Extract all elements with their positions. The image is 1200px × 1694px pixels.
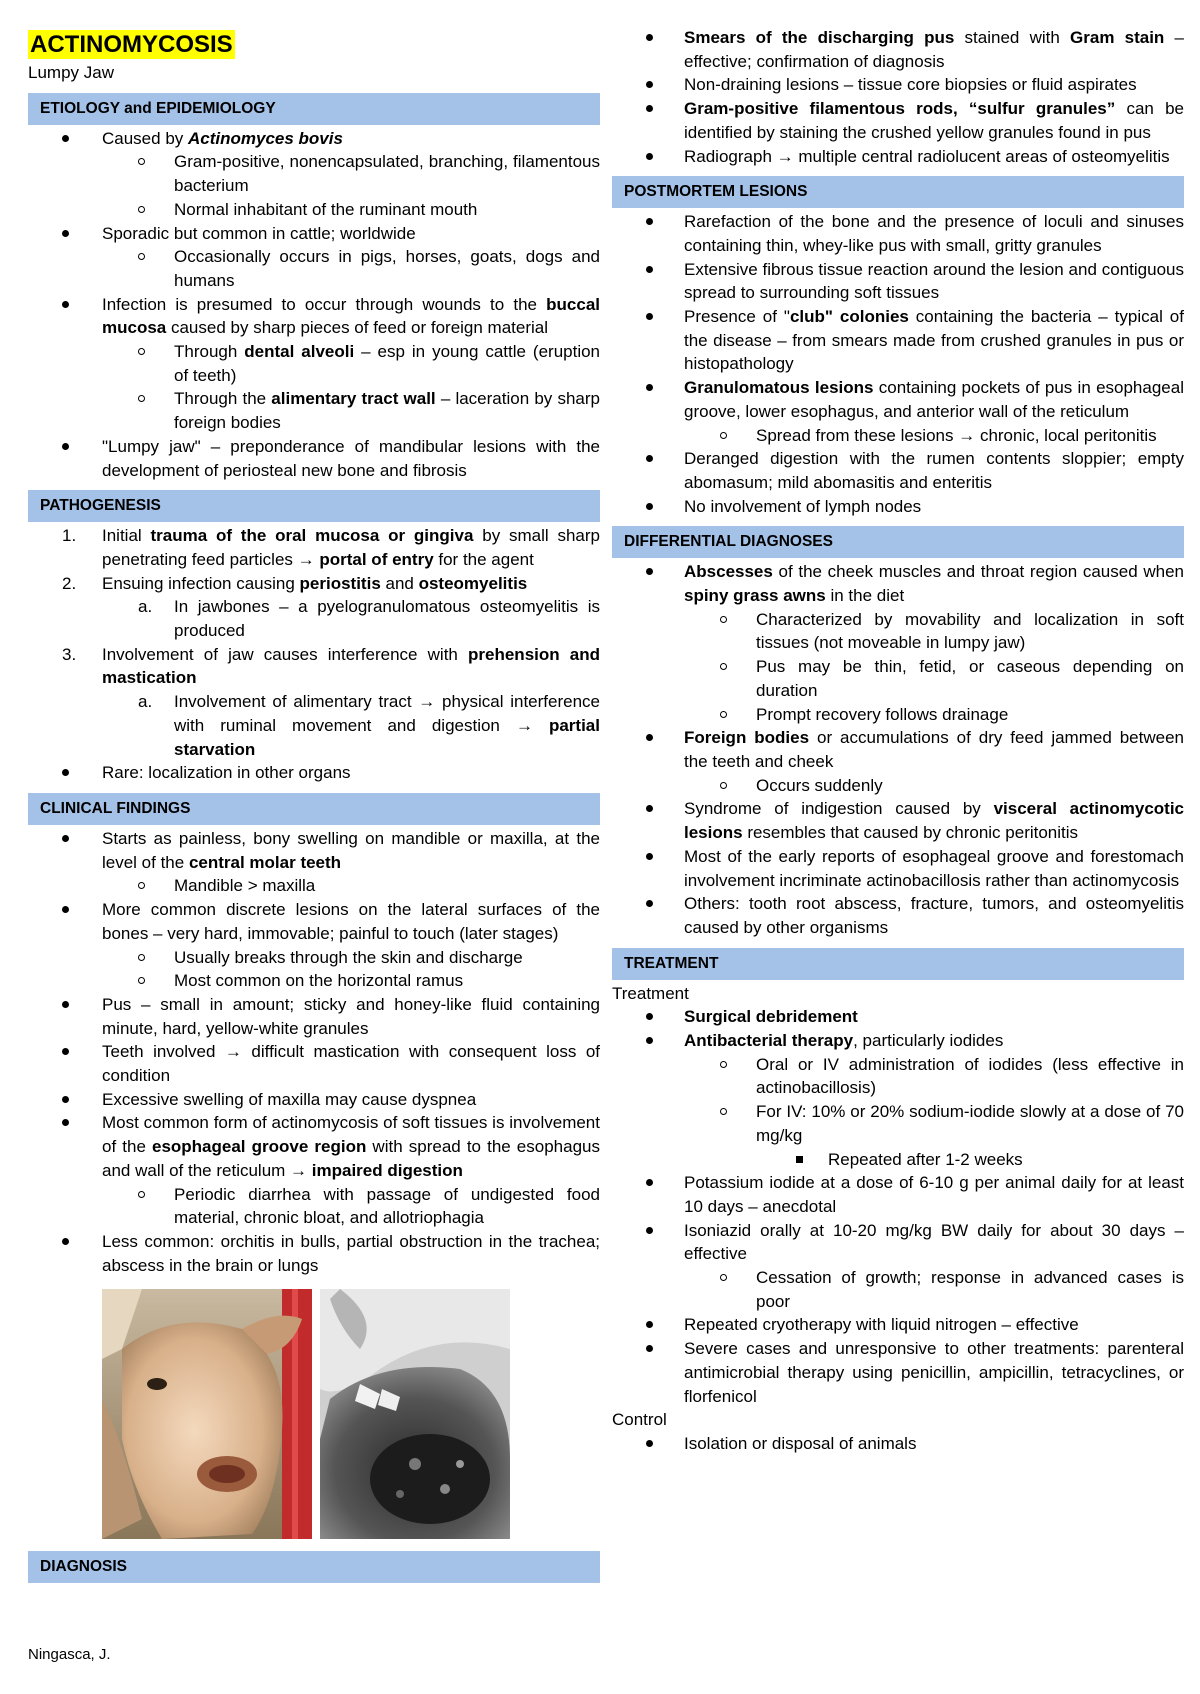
list-item: 2. Ensuing infection causing periostitis and osteomyelitis: [62, 573, 528, 593]
list-item: Pus – small in amount; sticky and honey-like fluid containing minute, hard, yellow-white granules: [28, 993, 600, 1040]
control-label: Control: [612, 1410, 667, 1430]
list-item: Granulomatous lesions containing pockets of pus in esophageal groove, lower esophagus, and anterior wall of the reticulum: [612, 376, 1184, 423]
list-item: Most of the early reports of esophageal groove and forestomach involvement incriminate actinobacillosis rather than actinomycosis: [612, 845, 1184, 892]
list-item: Oral or IV administration of iodides (less effective in actinobacillosis): [612, 1053, 1184, 1100]
list-item: Prompt recovery follows drainage: [612, 703, 1184, 727]
list-item: 1. Initial trauma of the oral mucosa or gingiva by small sharp penetrating feed particles → portal of entry for the agent: [62, 526, 600, 569]
list-item: Usually breaks through the skin and discharge: [28, 946, 600, 970]
list-item: a. Involvement of alimentary tract → physical interference with ruminal movement and digestion → partial starvation: [138, 692, 600, 759]
list-item: Infection is presumed to occur through wounds to the buccal mucosa caused by sharp pieces of feed or foreign material: [28, 293, 600, 340]
right-column: [612, 26, 1184, 1456]
list-item: 3. Involvement of jaw causes interference with prehension and mastication: [62, 644, 600, 688]
section-treatment: [612, 948, 1184, 1456]
section-differential: [612, 526, 1184, 939]
section-header: TREATMENT: [612, 948, 1184, 980]
list-item: Isoniazid orally at 10-20 mg/kg BW daily for about 30 days – effective: [612, 1219, 1184, 1266]
list-item: Extensive fibrous tissue reaction around the lesion and contiguous spread to surrounding soft tissues: [612, 258, 1184, 305]
section-header: POSTMORTEM LESIONS: [612, 176, 1184, 208]
list-item: Periodic diarrhea with passage of undigested food material, chronic bloat, and allotriophagia: [28, 1183, 600, 1230]
list-item: Teeth involved → difficult mastication with consequent loss of condition: [28, 1040, 600, 1087]
list-item: Others: tooth root abscess, fracture, tumors, and osteomyelitis caused by other organisms: [612, 892, 1184, 939]
section-diagnosis-header: [28, 1551, 600, 1583]
list-item: Through the alimentary tract wall – laceration by sharp foreign bodies: [28, 387, 600, 434]
left-column: [28, 26, 600, 1585]
list-item: Deranged digestion with the rumen contents sloppier; empty abomasum; mild abomasitis and enteritis: [612, 447, 1184, 494]
list-item: Caused by Actinomyces bovis: [28, 127, 600, 151]
list-item: Radiograph → multiple central radiolucent areas of osteomyelitis: [612, 145, 1184, 169]
document-title: ACTINOMYCOSIS: [30, 31, 233, 58]
list-item: Spread from these lesions → chronic, local peritonitis: [612, 424, 1184, 448]
list-item: a. In jawbones – a pyelogranulomatous osteomyelitis is produced: [138, 597, 600, 641]
list-item: Presence of "club" colonies containing the bacteria – typical of the disease – from smears made from crushed granules in pus or histopathology: [612, 305, 1184, 376]
list-item: Severe cases and unresponsive to other treatments: parenteral antimicrobial therapy using penicillin, ampicillin, tetracyclines, or florfenicol: [612, 1337, 1184, 1408]
photo-pair: [102, 1289, 600, 1539]
list-item: Characterized by movability and localization in soft tissues (not moveable in lumpy jaw): [612, 608, 1184, 655]
list-item: Smears of the discharging pus stained with Gram stain – effective; confirmation of diagnosis: [612, 26, 1184, 73]
list-item: Repeated cryotherapy with liquid nitrogen – effective: [612, 1313, 1184, 1337]
list-item: Repeated after 1-2 weeks: [612, 1148, 1184, 1172]
list-item: Sporadic but common in cattle; worldwide: [28, 222, 600, 246]
list-item: Starts as painless, bony swelling on mandible or maxilla, at the level of the central molar teeth: [28, 827, 600, 874]
list-item: Through dental alveoli – esp in young cattle (eruption of teeth): [28, 340, 600, 387]
section-header: ETIOLOGY and EPIDEMIOLOGY: [28, 93, 600, 125]
section-pathogenesis: [28, 490, 600, 785]
cow-lumpy-jaw-photo: [102, 1289, 312, 1539]
section-header: CLINICAL FINDINGS: [28, 793, 600, 825]
list-item: Mandible > maxilla: [28, 874, 600, 898]
document-subtitle: Lumpy Jaw: [28, 63, 114, 82]
list-item: Non-draining lesions – tissue core biopsies or fluid aspirates: [612, 73, 1184, 97]
list-item: Isolation or disposal of animals: [612, 1432, 1184, 1456]
treatment-label: Treatment: [612, 983, 689, 1003]
list-item: Less common: orchitis in bulls, partial obstruction in the trachea; abscess in the brain or lungs: [28, 1230, 600, 1277]
list-item: Cessation of growth; response in advanced cases is poor: [612, 1266, 1184, 1313]
list-item: More common discrete lesions on the lateral surfaces of the bones – very hard, immovable; painful to touch (later stages): [28, 898, 600, 945]
list-item: Rare: localization in other organs: [28, 761, 600, 785]
list-item: Most common on the horizontal ramus: [28, 969, 600, 993]
list-item: "Lumpy jaw" – preponderance of mandibular lesions with the development of periosteal new bone and fibrosis: [28, 435, 600, 482]
list-item: Pus may be thin, fetid, or caseous depending on duration: [612, 655, 1184, 702]
list-item: Foreign bodies or accumulations of dry feed jammed between the teeth and cheek: [612, 726, 1184, 773]
list-item: Syndrome of indigestion caused by visceral actinomycotic lesions resembles that caused by chronic peritonitis: [612, 797, 1184, 844]
section-etiology: [28, 93, 600, 483]
list-item: Occurs suddenly: [612, 774, 1184, 798]
list-item: Abscesses of the cheek muscles and throat region caused when spiny grass awns in the diet: [612, 560, 1184, 607]
list-item: Gram-positive, nonencapsulated, branching, filamentous bacterium: [28, 150, 600, 197]
footer-author: Ningasca, J.: [28, 1646, 111, 1663]
section-clinical-findings: [28, 793, 600, 1277]
section-header: PATHOGENESIS: [28, 490, 600, 522]
list-item: Most common form of actinomycosis of soft tissues is involvement of the esophageal groove region with spread to the esophagus and wall of the reticulum → impaired digestion: [28, 1111, 600, 1182]
section-header: DIAGNOSIS: [28, 1551, 600, 1583]
section-header: DIFFERENTIAL DIAGNOSES: [612, 526, 1184, 558]
list-item: Occasionally occurs in pigs, horses, goats, dogs and humans: [28, 245, 600, 292]
list-item: Rarefaction of the bone and the presence of loculi and sinuses containing thin, whey-like pus with small, gritty granules: [612, 210, 1184, 257]
list-item: Surgical debridement: [612, 1005, 1184, 1029]
list-item: Excessive swelling of maxilla may cause dyspnea: [28, 1088, 600, 1112]
section-postmortem: [612, 176, 1184, 518]
list-item: Potassium iodide at a dose of 6-10 g per animal daily for at least 10 days – anecdotal: [612, 1171, 1184, 1218]
list-item: Gram-positive filamentous rods, “sulfur granules” can be identified by staining the crushed yellow granules found in pus: [612, 97, 1184, 144]
list-item: For IV: 10% or 20% sodium-iodide slowly at a dose of 70 mg/kg: [612, 1100, 1184, 1147]
list-item: No involvement of lymph nodes: [612, 495, 1184, 519]
list-item: Antibacterial therapy, particularly iodides: [612, 1029, 1184, 1053]
oral-lesion-photo: [320, 1289, 510, 1539]
list-item: Normal inhabitant of the ruminant mouth: [28, 198, 600, 222]
